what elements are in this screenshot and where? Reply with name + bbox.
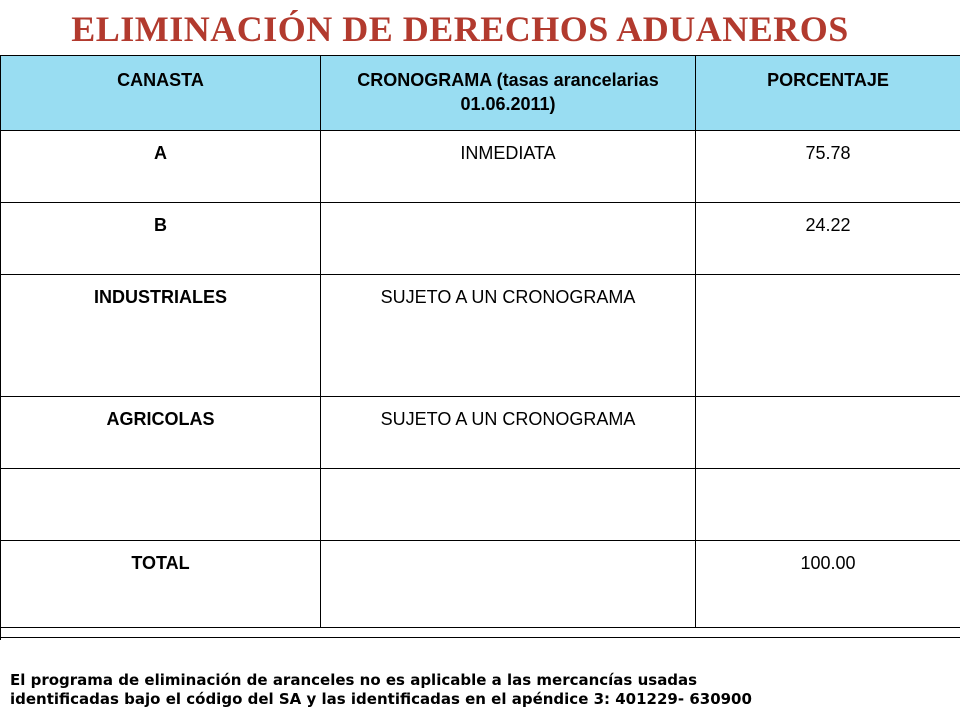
cell-porcentaje (696, 469, 960, 541)
left-border-line (0, 55, 1, 640)
table-header-row (1, 56, 960, 131)
cell-cronograma: INMEDIATA (321, 131, 696, 203)
tariff-table (0, 55, 960, 628)
table-row (1, 469, 960, 541)
cell-canasta (1, 469, 321, 541)
cell-porcentaje (696, 275, 960, 397)
table-row-total (1, 541, 960, 628)
cell-canasta: TOTAL (1, 541, 321, 628)
footnote-line-1: El programa de eliminación de aranceles no es aplicable a las mercancías usadas (10, 671, 698, 689)
footnote (10, 671, 955, 709)
cell-canasta: B (1, 203, 321, 275)
footnote-line-2: identificadas bajo el código del SA y las identificadas en el apéndice 3: 401229- 630900 (10, 690, 752, 708)
header-porcentaje: PORCENTAJE (696, 56, 960, 131)
cell-canasta: AGRICOLAS (1, 397, 321, 469)
bottom-divider (0, 637, 960, 638)
cell-cronograma: SUJETO A UN CRONOGRAMA (321, 275, 696, 397)
cell-porcentaje: 24.22 (696, 203, 960, 275)
cell-canasta: A (1, 131, 321, 203)
cell-porcentaje: 100.00 (696, 541, 960, 628)
table-row (1, 397, 960, 469)
page-title: ELIMINACIÓN DE DERECHOS ADUANEROS (71, 9, 849, 49)
cell-porcentaje: 75.78 (696, 131, 960, 203)
header-cronograma: CRONOGRAMA (tasas arancelarias 01.06.2011) (321, 56, 696, 131)
table-row (1, 275, 960, 397)
cell-cronograma (321, 203, 696, 275)
tariff-table-container (0, 55, 960, 628)
cell-cronograma (321, 469, 696, 541)
cell-cronograma (321, 541, 696, 628)
cell-canasta: INDUSTRIALES (1, 275, 321, 397)
header-canasta: CANASTA (1, 56, 321, 131)
cell-porcentaje (696, 397, 960, 469)
table-row (1, 203, 960, 275)
cell-cronograma: SUJETO A UN CRONOGRAMA (321, 397, 696, 469)
table-row (1, 131, 960, 203)
